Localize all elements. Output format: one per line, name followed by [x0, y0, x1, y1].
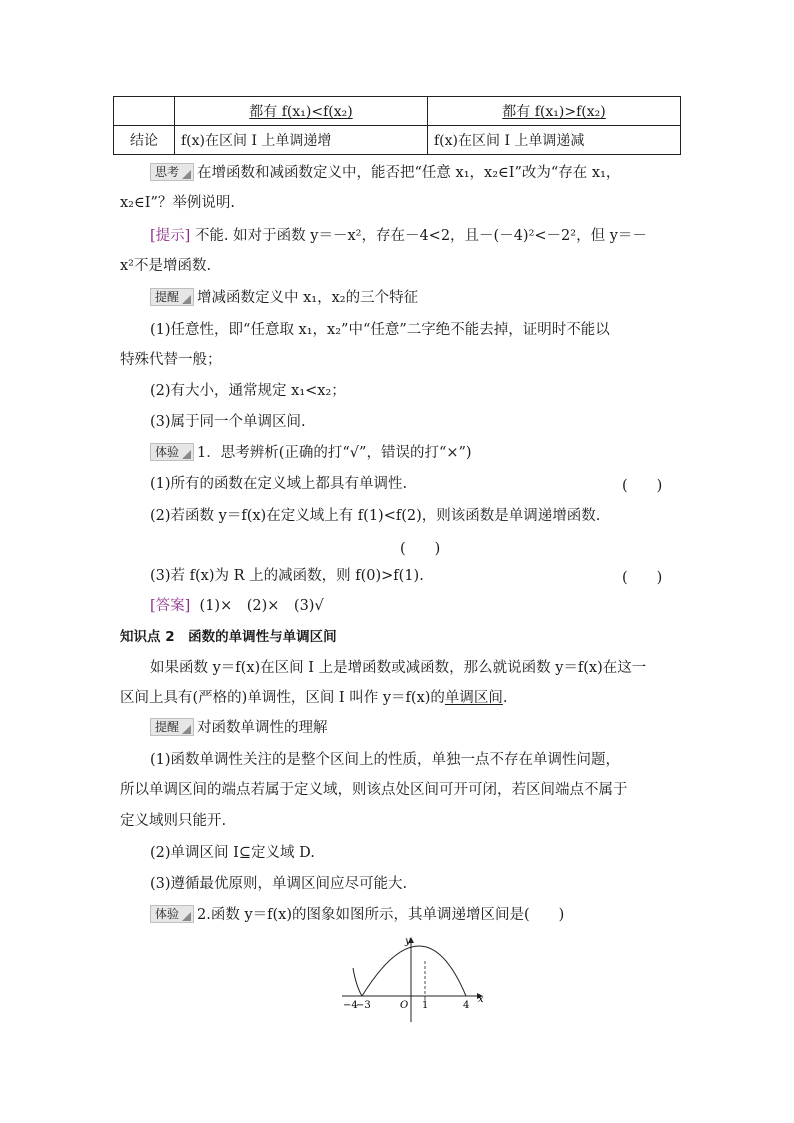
hint-line-1: [提示] 不能. 如对于函数 y＝－x²，存在－4<2，且－(－4)²<－2²，但 y＝－ [150, 228, 647, 244]
think-line-1: 思考 在增函数和减函数定义中，能否把“任意 x₁，x₂∈I”改为“存在 x₁， [150, 163, 620, 183]
remind2-item3: (3)遵循最优原则，单调区间应尽可能大. [150, 876, 408, 892]
section2-line2: 区间上具有(严格的)单调性，区间 I 叫作 y＝f(x)的单调区间. [120, 690, 508, 706]
exp1-q3: (3)若 f(x)为 R 上的减函数，则 f(0)>f(1). [150, 568, 424, 584]
tick-label-neg4: −4 [343, 1000, 358, 1011]
remind-tag: 提醒 [150, 288, 194, 306]
think-line-2: x₂∈I”？举例说明. [120, 195, 235, 211]
tick-label-1: 1 [422, 1000, 429, 1011]
remind1-item3: (3)属于同一个单调区间. [150, 414, 306, 430]
remind1-item2: (2)有大小，通常规定 x₁<x₂； [150, 383, 346, 399]
section2-title: 知识点 2 函数的单调性与单调区间 [120, 629, 337, 645]
table-cell-empty [114, 97, 175, 126]
exp-tag: 体验 [150, 443, 194, 461]
think-tag: 思考 [150, 163, 194, 181]
remind2-item1-line2: 所以单调区间的端点若属于定义域，则该点处区间可开可闭，若区间端点不属于 [120, 782, 628, 798]
remind1-item1-line1: (1)任意性，即“任意取 x₁，x₂”中“任意”二字绝不能去掉，证明时不能以 [150, 322, 610, 338]
exp1-title: 体验 1．思考辨析(正确的打“√”，错误的打“×”) [150, 443, 472, 463]
exp1-q1: (1)所有的函数在定义域上都具有单调性. [150, 476, 408, 492]
curve-left-piece [353, 968, 362, 996]
table-conclusion-decreasing: f(x)在区间 I 上单调递减 [428, 126, 681, 155]
curve-arch [362, 946, 466, 996]
section2-line1: 如果函数 y＝f(x)在区间 I 上是增函数或减函数，那么就说函数 y＝f(x)在这一 [150, 660, 647, 676]
remind1-item1-line2: 特殊代替一般； [120, 352, 222, 368]
table-row [114, 97, 681, 126]
hint-line-2: x²不是增函数. [120, 258, 212, 274]
remind2-item1-line3: 定义域则只能开. [120, 813, 227, 829]
exp2-title: 体验 2.函数 y＝f(x)的图象如图所示，其单调递增区间是( ) [150, 905, 564, 925]
remind-tag: 提醒 [150, 718, 194, 736]
table-header-decreasing: 都有 f(x₁)>f(x₂) [428, 97, 681, 126]
origin-label: O [400, 1000, 409, 1011]
monotonicity-table [113, 96, 681, 155]
table-header-increasing: 都有 f(x₁)<f(x₂) [175, 97, 428, 126]
function-graph [336, 930, 496, 1025]
x-axis-label: x [478, 994, 484, 1005]
table-row [114, 126, 681, 155]
remind1-title: 提醒 增减函数定义中 x₁，x₂的三个特征 [150, 288, 418, 308]
remind2-item2: (2)单调区间 I⊆定义域 D. [150, 845, 315, 861]
answer-label: [答案] [150, 598, 191, 614]
remind2-item1-line1: (1)函数单调性关注的是整个区间上的性质，单独一点不存在单调性问题， [150, 752, 621, 768]
hint-label: [提示] [150, 228, 191, 244]
tick-label-4: 4 [463, 1000, 470, 1011]
exp1-answer: [答案] (1)× (2)× (3)√ [150, 598, 324, 614]
exp1-q1-blank: ( ) [622, 478, 663, 494]
remind2-title: 提醒 对函数单调性的理解 [150, 718, 328, 738]
table-row-label: 结论 [114, 126, 175, 155]
exp1-q2: (2)若函数 y＝f(x)在定义域上有 f(1)<f(2)，则该函数是单调递增函数. [150, 508, 601, 524]
y-axis-label: y [405, 936, 411, 947]
exp1-q3-blank: ( ) [622, 570, 663, 586]
table-conclusion-increasing: f(x)在区间 I 上单调递增 [175, 126, 428, 155]
exp1-q2-blank: ( ) [400, 541, 441, 557]
exp-tag: 体验 [150, 905, 194, 923]
tick-label-neg3: −3 [356, 1000, 371, 1011]
